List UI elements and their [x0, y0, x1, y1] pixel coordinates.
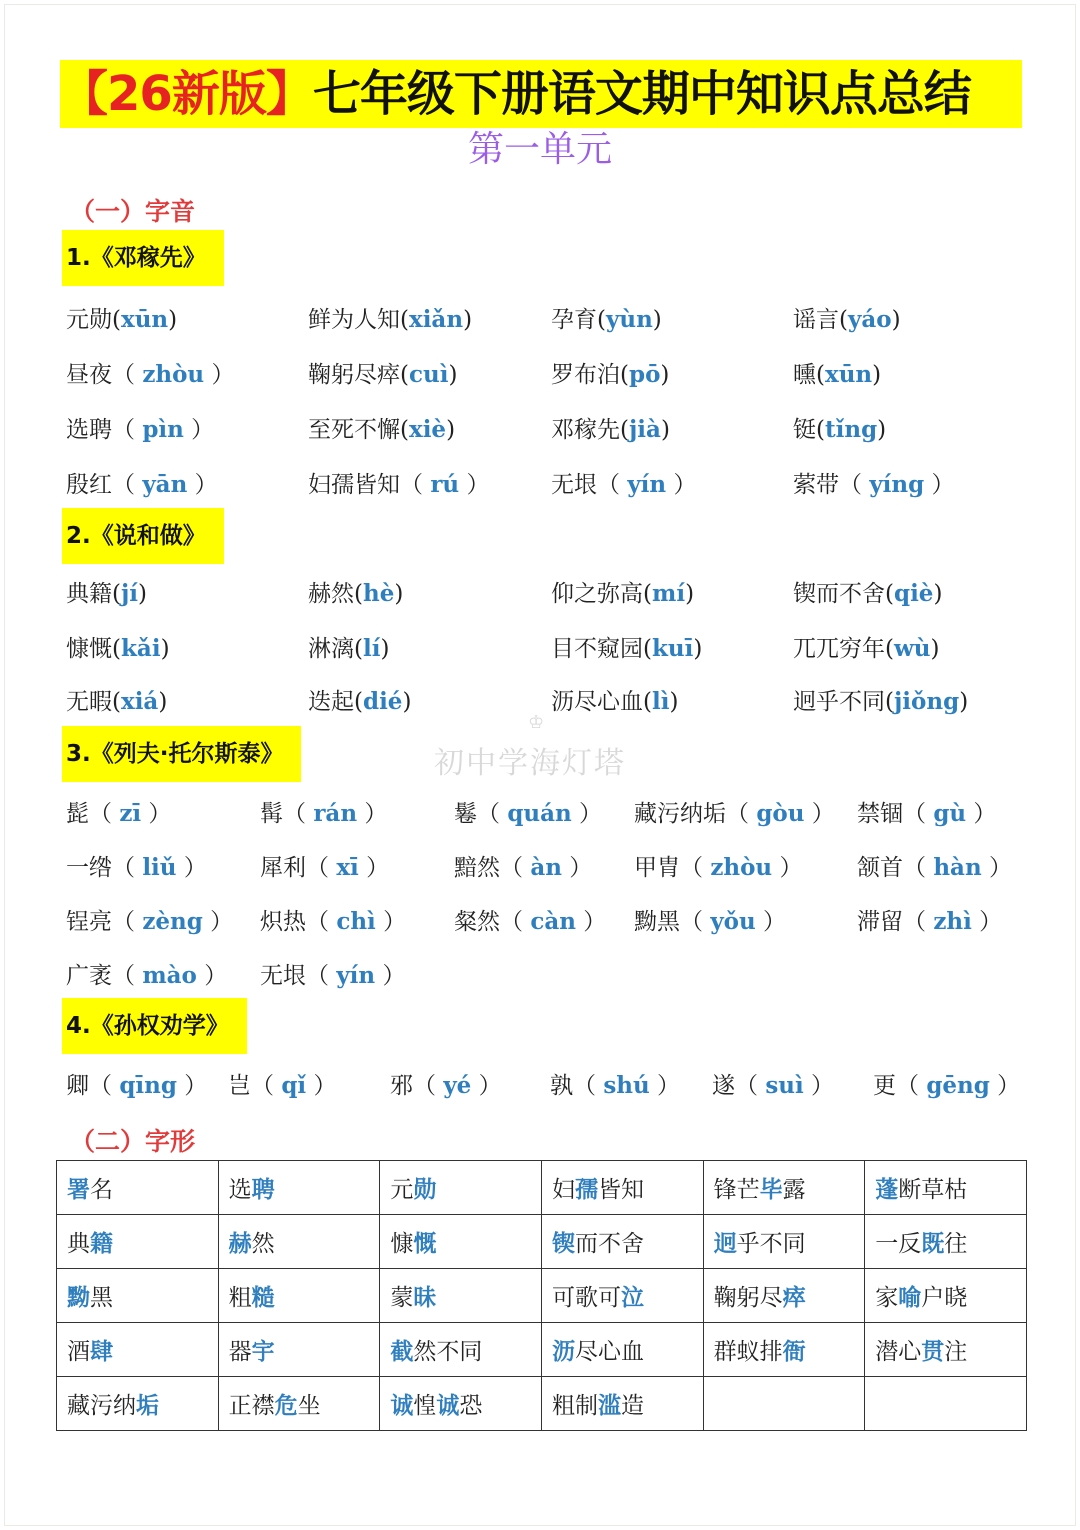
pinyin: (xūn): [816, 361, 882, 388]
cell-text: 典: [67, 1231, 90, 1257]
pinyin: （ zhòu ）: [680, 854, 803, 881]
highlighted-char: 锲: [551, 1230, 575, 1257]
pinyin: (qiè): [885, 580, 943, 607]
vocab-word: 慷慨: [66, 636, 112, 662]
cell-text: 而不舍: [574, 1231, 644, 1257]
vocab-item: [857, 902, 1002, 942]
pinyin: (hè): [354, 580, 404, 607]
pinyin: (wù): [885, 635, 940, 662]
watermark-crown-icon: ♔: [528, 712, 545, 733]
vocab-word: 典籍: [66, 581, 112, 607]
vocab-item: [260, 956, 405, 996]
vocab-item: [634, 794, 835, 834]
pinyin: (kǎi): [112, 635, 170, 662]
page-title: [60, 60, 1022, 128]
cell-text: 潜心: [875, 1339, 922, 1365]
vocab-item: [66, 956, 227, 996]
vocab-word: 鞠躬尽瘁: [308, 362, 400, 388]
vocab-word: 遂: [712, 1073, 735, 1099]
vocab-word: 昼夜: [66, 362, 112, 388]
title-bracket-open: 【: [60, 66, 108, 122]
pinyin: （ yān ）: [112, 471, 218, 498]
table-cell: [380, 1377, 542, 1431]
cell-text: 皆知: [597, 1177, 644, 1203]
vocab-word: 黝黑: [634, 909, 680, 935]
pinyin: （ yíng ）: [839, 471, 955, 498]
highlighted-char: 迥: [713, 1230, 737, 1257]
vocab-word: 黯然: [454, 855, 500, 881]
vocab-item: [793, 465, 955, 505]
vocab-word: 邪: [390, 1073, 413, 1099]
vocab-word: 淋漓: [308, 636, 354, 662]
pinyin: （ shú ）: [573, 1072, 681, 1099]
vocab-item: [634, 848, 802, 888]
cell-text: 坐: [297, 1393, 321, 1419]
pinyin: （ gù ）: [903, 800, 997, 827]
vocab-item: [454, 902, 606, 942]
table-cell: [57, 1161, 219, 1215]
lesson-heading: 1.《邓稼先》: [62, 230, 224, 286]
vocab-item: [260, 848, 389, 888]
vocab-item: [66, 1066, 207, 1106]
vocab-item: [712, 1066, 834, 1106]
cell-text: 可歌可: [551, 1285, 621, 1311]
vocab-item: [551, 300, 662, 340]
vocab-item: [793, 682, 968, 722]
pinyin: （ yǒu ）: [680, 908, 787, 935]
pinyin: (jí): [112, 580, 148, 607]
vocab-word: 邓稼先: [551, 417, 620, 443]
vocab-word: 鬈: [454, 801, 477, 827]
highlighted-char: 蓬: [875, 1176, 899, 1203]
vocab-word: 岂: [228, 1073, 251, 1099]
vocab-word: 甲胄: [634, 855, 680, 881]
table-cell: [541, 1269, 703, 1323]
vocab-row: [0, 848, 1080, 888]
table-cell: [703, 1323, 865, 1377]
table-cell: [57, 1215, 219, 1269]
pinyin: （ rán ）: [283, 800, 388, 827]
vocab-word: 殷红: [66, 472, 112, 498]
vocab-word: 髯: [260, 801, 283, 827]
cell-text: 器: [228, 1339, 252, 1365]
pinyin: （ qīng ）: [89, 1072, 208, 1099]
pinyin: （ yín ）: [306, 962, 406, 989]
vocab-item: [308, 355, 457, 395]
highlighted-char: 糙: [251, 1284, 275, 1311]
vocab-row: [0, 300, 1080, 340]
vocab-word: 仰之弥高: [551, 581, 643, 607]
vocab-item: [308, 410, 455, 450]
table-cell: [865, 1377, 1027, 1431]
cell-text: 粗: [228, 1285, 252, 1311]
highlighted-char: 沥: [551, 1338, 575, 1365]
vocab-word: 炽热: [260, 909, 306, 935]
vocab-word: 广袤: [66, 963, 112, 989]
pinyin: （ quán ）: [477, 800, 603, 827]
cell-text: 蒙: [390, 1285, 414, 1311]
table-cell: [703, 1215, 865, 1269]
vocab-item: [551, 682, 678, 722]
vocab-row: [0, 355, 1080, 395]
cell-text: 惶: [413, 1393, 437, 1419]
vocab-item: [66, 629, 170, 669]
vocab-word: 目不窥园: [551, 636, 643, 662]
pinyin: (xiǎn): [400, 306, 473, 333]
table-row: [57, 1377, 1027, 1431]
cell-text: 粗制: [551, 1393, 598, 1419]
vocab-item: [551, 410, 670, 450]
vocab-item: [66, 902, 233, 942]
vocab-word: 无垠: [260, 963, 306, 989]
highlighted-char: 诚: [436, 1392, 460, 1419]
highlighted-char: 诚: [390, 1392, 414, 1419]
cell-text: 露: [782, 1177, 806, 1203]
title-version: 26新版: [107, 66, 266, 122]
pinyin: （ chì ）: [306, 908, 407, 935]
vocab-row: [0, 682, 1080, 722]
highlighted-char: 贯: [921, 1338, 945, 1365]
vocab-item: [66, 794, 171, 834]
table-cell: [218, 1377, 380, 1431]
vocab-word: 迭起: [308, 689, 354, 715]
pinyin: (kuī): [643, 635, 703, 662]
section-pronunciation: （一）字音: [70, 197, 196, 226]
pinyin: （ yín ）: [597, 471, 697, 498]
vocab-item: [66, 848, 207, 888]
table-row: [57, 1161, 1027, 1215]
pinyin: (lì): [643, 688, 679, 715]
table-cell: [57, 1269, 219, 1323]
table-cell: [703, 1161, 865, 1215]
vocab-item: [454, 848, 592, 888]
highlighted-char: 垢: [136, 1392, 159, 1419]
highlighted-char: 衙: [782, 1338, 806, 1365]
table-cell: [865, 1269, 1027, 1323]
pinyin: （ liǔ ）: [112, 854, 207, 881]
vocab-word: 萦带: [793, 472, 839, 498]
cell-text: 黑: [90, 1285, 113, 1311]
cell-text: 家: [875, 1285, 899, 1311]
highlighted-char: 聘: [251, 1176, 275, 1203]
pinyin: （ xī ）: [306, 854, 390, 881]
vocab-word: 孰: [550, 1073, 573, 1099]
pinyin: （ pìn ）: [112, 416, 215, 443]
cell-text: 往: [944, 1231, 968, 1257]
pinyin: （ zhì ）: [903, 908, 1003, 935]
vocab-word: 锃亮: [66, 909, 112, 935]
vocab-item: [260, 794, 387, 834]
title-main: 七年级下册语文期中知识点总结: [312, 66, 971, 122]
table-row: [57, 1323, 1027, 1377]
highlighted-char: 籍: [90, 1230, 113, 1257]
highlighted-char: 昧: [413, 1284, 437, 1311]
vocab-item: [66, 682, 167, 722]
table-cell: [865, 1161, 1027, 1215]
table-cell: [218, 1323, 380, 1377]
highlighted-char: 赫: [228, 1230, 252, 1257]
pinyin: (mí): [643, 580, 695, 607]
highlighted-char: 毕: [759, 1176, 783, 1203]
pinyin: （ hàn ）: [903, 854, 1012, 881]
vocab-row: [0, 410, 1080, 450]
vocab-item: [66, 300, 177, 340]
highlighted-char: 截: [390, 1338, 414, 1365]
vocab-word: 兀兀穷年: [793, 636, 885, 662]
vocab-item: [260, 902, 406, 942]
title-bracket-close: 】: [265, 66, 313, 122]
table-cell: [865, 1215, 1027, 1269]
vocab-item: [793, 410, 886, 450]
forms-table: [56, 1160, 1027, 1431]
pinyin: (jiǒng): [885, 688, 969, 715]
vocab-word: 铤: [793, 417, 816, 443]
pinyin: （ àn ）: [500, 854, 593, 881]
vocab-word: 妇孺皆知: [308, 472, 400, 498]
cell-text: 然不同: [413, 1339, 483, 1365]
highlighted-char: 肆: [90, 1338, 113, 1365]
vocab-item: [873, 1066, 1020, 1106]
vocab-item: [793, 300, 901, 340]
vocab-item: [454, 794, 602, 834]
pinyin: (tǐng): [816, 416, 887, 443]
table-cell: [380, 1215, 542, 1269]
vocab-word: 曛: [793, 362, 816, 388]
pinyin: （ yé ）: [413, 1072, 502, 1099]
vocab-item: [793, 355, 881, 395]
table-cell: [541, 1323, 703, 1377]
table-cell: [380, 1323, 542, 1377]
pinyin: （ mào ）: [112, 962, 228, 989]
lesson-heading: 3.《列夫·托尔斯泰》: [62, 726, 301, 782]
cell-text: 断草枯: [898, 1177, 968, 1203]
pinyin: (jià): [620, 416, 670, 443]
lesson-heading: 4.《孙权劝学》: [62, 998, 247, 1054]
lesson-heading: 2.《说和做》: [62, 508, 224, 564]
cell-text: 正襟: [228, 1393, 275, 1419]
vocab-item: [793, 574, 942, 614]
vocab-row: [0, 794, 1080, 834]
pinyin: (pō): [620, 361, 670, 388]
table-cell: [703, 1377, 865, 1431]
vocab-word: 孕育: [551, 307, 597, 333]
table-cell: [218, 1161, 380, 1215]
vocab-item: [308, 682, 411, 722]
cell-text: 名: [90, 1177, 113, 1203]
pinyin: （ suì ）: [735, 1072, 835, 1099]
vocab-row: [0, 1066, 1080, 1106]
highlighted-char: 黝: [67, 1284, 90, 1311]
vocab-word: 无垠: [551, 472, 597, 498]
table-cell: [218, 1269, 380, 1323]
highlighted-char: 宇: [251, 1338, 275, 1365]
pinyin: （ gòu ）: [726, 800, 835, 827]
pinyin: （ gēng ）: [896, 1072, 1021, 1099]
vocab-item: [228, 1066, 336, 1106]
vocab-word: 更: [873, 1073, 896, 1099]
table-cell: [541, 1377, 703, 1431]
vocab-row: [0, 465, 1080, 505]
vocab-item: [66, 355, 234, 395]
table-row: [57, 1269, 1027, 1323]
highlighted-char: 危: [274, 1392, 298, 1419]
table-cell: [703, 1269, 865, 1323]
vocab-word: 髭: [66, 801, 89, 827]
table-cell: [57, 1377, 219, 1431]
highlighted-char: 既: [921, 1230, 945, 1257]
cell-text: 群蚁排: [713, 1339, 783, 1365]
vocab-word: 元勋: [66, 307, 112, 333]
vocab-item: [390, 1066, 502, 1106]
vocab-word: 禁锢: [857, 801, 903, 827]
vocab-word: 无暇: [66, 689, 112, 715]
pinyin: （ càn ）: [500, 908, 607, 935]
cell-text: 恐: [459, 1393, 483, 1419]
pinyin: (xūn): [112, 306, 178, 333]
vocab-item: [551, 465, 696, 505]
vocab-item: [66, 574, 147, 614]
pinyin: (xiá): [112, 688, 168, 715]
vocab-row: [0, 629, 1080, 669]
vocab-item: [66, 465, 218, 505]
vocab-word: 沥尽心血: [551, 689, 643, 715]
highlighted-char: 泣: [620, 1284, 644, 1311]
cell-text: 注: [944, 1339, 968, 1365]
vocab-item: [857, 794, 996, 834]
pinyin: (yùn): [597, 306, 662, 333]
unit-subtitle: 第一单元: [467, 129, 612, 170]
cell-text: 选: [228, 1177, 252, 1203]
cell-text: 酒: [67, 1339, 90, 1365]
vocab-item: [308, 629, 389, 669]
vocab-word: 迥乎不同: [793, 689, 885, 715]
cell-text: 乎不同: [736, 1231, 806, 1257]
cell-text: 然: [251, 1231, 275, 1257]
pinyin: （ zèng ）: [112, 908, 234, 935]
table-cell: [380, 1269, 542, 1323]
vocab-item: [634, 902, 786, 942]
vocab-item: [551, 355, 669, 395]
vocab-item: [66, 410, 214, 450]
table-cell: [541, 1215, 703, 1269]
watermark: 初中学海灯塔: [434, 746, 626, 781]
table-cell: [57, 1323, 219, 1377]
cell-text: 妇: [551, 1177, 575, 1203]
cell-text: 造: [620, 1393, 644, 1419]
cell-text: 元: [390, 1177, 414, 1203]
pinyin: （ rú ）: [400, 471, 490, 498]
vocab-word: 犀利: [260, 855, 306, 881]
pinyin: (dié): [354, 688, 412, 715]
vocab-word: 至死不懈: [308, 417, 400, 443]
vocab-word: 颔首: [857, 855, 903, 881]
vocab-word: 藏污纳垢: [634, 801, 726, 827]
cell-text: 藏污纳: [67, 1393, 136, 1419]
pinyin: （ qǐ ）: [251, 1072, 337, 1099]
cell-text: 慷: [390, 1231, 414, 1257]
highlighted-char: 孺: [574, 1176, 598, 1203]
highlighted-char: 慨: [413, 1230, 437, 1257]
highlighted-char: 滥: [597, 1392, 621, 1419]
vocab-word: 锲而不舍: [793, 581, 885, 607]
vocab-word: 选聘: [66, 417, 112, 443]
pinyin: (yáo): [839, 306, 901, 333]
highlighted-char: 喻: [898, 1284, 922, 1311]
table-cell: [541, 1161, 703, 1215]
vocab-word: 谣言: [793, 307, 839, 333]
vocab-item: [308, 300, 472, 340]
section-forms: （二）字形: [70, 1127, 196, 1156]
vocab-row: [0, 902, 1080, 942]
vocab-word: 滞留: [857, 909, 903, 935]
pinyin: （ zī ）: [89, 800, 172, 827]
cell-text: 尽心血: [574, 1339, 644, 1365]
vocab-row: [0, 956, 1080, 996]
cell-text: 锋芒: [713, 1177, 760, 1203]
pinyin: (xiè): [400, 416, 456, 443]
cell-text: 户晓: [921, 1285, 968, 1311]
vocab-row: [0, 574, 1080, 614]
highlighted-char: 署: [67, 1176, 90, 1203]
pinyin: (lí): [354, 635, 390, 662]
vocab-item: [551, 629, 702, 669]
table-row: [57, 1215, 1027, 1269]
vocab-word: 卿: [66, 1073, 89, 1099]
vocab-word: 一绺: [66, 855, 112, 881]
pinyin: (cuì): [400, 361, 458, 388]
table-cell: [865, 1323, 1027, 1377]
vocab-item: [857, 848, 1012, 888]
cell-text: 鞠躬尽: [713, 1285, 783, 1311]
pinyin: （ zhòu ）: [112, 361, 235, 388]
vocab-item: [308, 574, 403, 614]
highlighted-char: 勋: [413, 1176, 437, 1203]
cell-text: 一反: [875, 1231, 922, 1257]
table-cell: [380, 1161, 542, 1215]
vocab-item: [793, 629, 940, 669]
vocab-word: 鲜为人知: [308, 307, 400, 333]
highlighted-char: 瘁: [782, 1284, 806, 1311]
vocab-item: [551, 574, 694, 614]
vocab-word: 粲然: [454, 909, 500, 935]
vocab-item: [550, 1066, 680, 1106]
vocab-word: 赫然: [308, 581, 354, 607]
table-cell: [218, 1215, 380, 1269]
vocab-word: 罗布泊: [551, 362, 620, 388]
vocab-item: [308, 465, 489, 505]
